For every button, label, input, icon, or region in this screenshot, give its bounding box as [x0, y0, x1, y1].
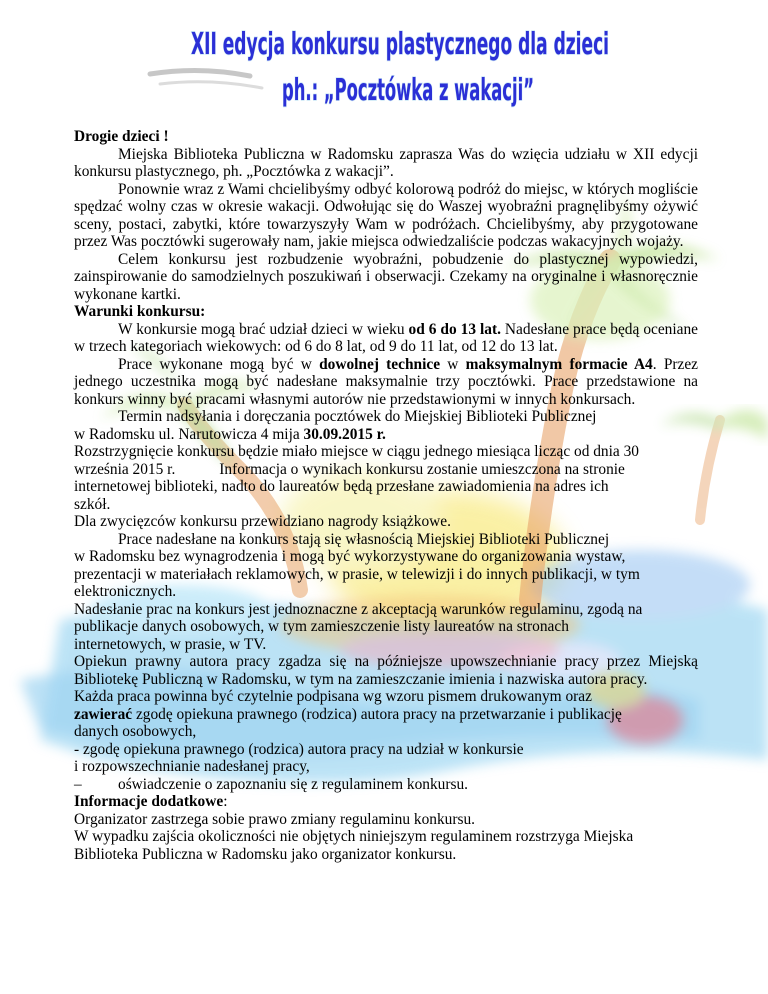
paragraph-acceptance-3: internetowych, w prasie, w TV. — [74, 635, 267, 653]
paragraph-results-2: września 2015 r. Informacja o wynikach konkursu zostanie umieszczona na stronie — [74, 460, 625, 478]
paragraph-technique: Prace wykonane mogą być w dowolnej technice w maksymalnym formacie A4. Przez jednego uczestnika mogą być nadesłane maksymalnie trzy pocztówki. Prace przedstawione na konkurs winny być pracami własnymi autorów nie przedstawionymi w innych konkursach. — [74, 355, 699, 408]
paragraph-ownership: Prace nadesłane na konkurs stają się własnością Miejskiej Biblioteki Publicznej — [118, 530, 610, 548]
paragraph-results-3: internetowej biblioteki, nadto do laureatów będą przesłane zawiadomienia na adres ich — [74, 478, 609, 495]
paragraph-ownership-4: elektronicznych. — [74, 583, 177, 600]
paragraph-age: W konkursie mogą brać udział dzieci w wieku od 6 do 13 lat. Nadesłane prace będą oceniane w trzech kategoriach wiekowych: od 6 do 8 lat, od 9 do 11 lat, od 12 do 13 lat. — [74, 320, 698, 355]
paragraph-prizes: Dla zwycięzców konkursu przewidziano nagrody książkowe. — [74, 513, 451, 530]
paragraph-deadline-address: w Radomsku ul. Narutowicza 4 mija 30.09.2015 r. — [74, 425, 386, 443]
title-swoosh-left — [150, 70, 262, 88]
paragraph-organizer-2: Biblioteka Publiczna w Radomsku jako organizator konkursu. — [74, 845, 457, 863]
paragraph-rules-change: Organizator zastrzega sobie prawo zmiany regulaminu konkursu. — [74, 810, 476, 828]
paragraph-goal: Celem konkursu jest rozbudzenie wyobraźni, pobudzenie do plastycznej wypowiedzi, zainspirowanie do samodzielnych poszukiwań i obserwacji. Czekamy na oryginalne i własnoręcznie wykonane kartki. — [74, 250, 698, 303]
paragraph-ownership-3: prezentacji w materiałach reklamowych, w prasie, w telewizji i do innych publikacji, w tym — [74, 565, 640, 583]
greeting: Drogie dzieci ! — [74, 128, 169, 145]
paragraph-signature-3: danych osobowych, — [74, 723, 197, 740]
list-item-consent-2: i rozpowszechnianie nadesłanej pracy, — [74, 758, 310, 775]
paragraph-ownership-2: w Radomsku bez wynagrodzenia i mogą być wykorzystywane do organizowania wystaw, — [74, 548, 626, 565]
paragraph-invitation: Miejska Biblioteka Publiczna w Radomsku zaprasza Was do wzięcia udziału w XII edycji konkursu plastycznego, ph. „Pocztówka z wakacji”. — [74, 145, 698, 180]
title-line-1: XII edycja konkursu plastycznego dla dzieci — [191, 27, 609, 62]
heading-additional-info: Informacje dodatkowe: — [74, 793, 228, 810]
list-item-statement: – oświadczenie o zapoznaniu się z regulaminem konkursu. — [74, 775, 469, 793]
paragraph-acceptance-2: publikacje danych osobowych, w tym zamieszczenie listy laureatów na stronach — [74, 618, 569, 635]
heading-conditions: Warunki konkursu: — [74, 303, 206, 320]
paragraph-organizer: W wypadku zajścia okoliczności nie objętych niniejszym regulaminem rozstrzyga Miejska — [74, 828, 634, 845]
paragraph-signature: Każda praca powinna być czytelnie podpisana wg wzoru pismem drukowanym oraz — [74, 688, 592, 705]
paragraph-results-4: szkół. — [74, 495, 111, 513]
paragraph-deadline: Termin nadsyłania i doręczania pocztówek do Miejskiej Biblioteki Publicznej — [118, 408, 597, 425]
paragraph-signature-2: zawierać zgodę opiekuna prawnego (rodzica) autora pracy na przetwarzanie i publikację — [74, 705, 622, 723]
paragraph-journey: Ponownie wraz z Wami chcielibyśmy odbyć kolorową podróż do miejsc, w których mogliście spędzać wolny czas w okresie wakacji. Odwołując się do Waszej wyobraźni pragnęlibyśmy ożywić sceny, postaci, zabytki, które towarzyszyły Wam w podróżach. Chcielibyśmy, aby przygotowane przez Was pocztówki sugerowały nam, jakie miejsca odwiedzaliście podczas wakacyjnych wojaży. — [74, 180, 698, 250]
title-line-2: ph.: „Pocztówka z wakacji” — [282, 73, 534, 108]
paragraph-results: Rozstrzygnięcie konkursu będzie miało miejsce w ciągu jednego miesiąca licząc od dnia 30 — [74, 443, 639, 460]
paragraph-guardian: Opiekun prawny autora pracy zgadza się na późniejsze upowszechnianie pracy przez Miejską Bibliotekę Publiczną w Radomsku, w tym na zamieszczanie imienia i nazwiska autora pracy. — [74, 653, 698, 688]
document-body — [74, 128, 698, 863]
list-item-consent: - zgodę opiekuna prawnego (rodzica) autora pracy na udział w konkursie — [74, 740, 524, 758]
title-banner — [0, 14, 768, 114]
paragraph-acceptance: Nadesłanie prac na konkurs jest jednoznaczne z akceptacją warunków regulaminu, zgodą na — [74, 600, 643, 618]
